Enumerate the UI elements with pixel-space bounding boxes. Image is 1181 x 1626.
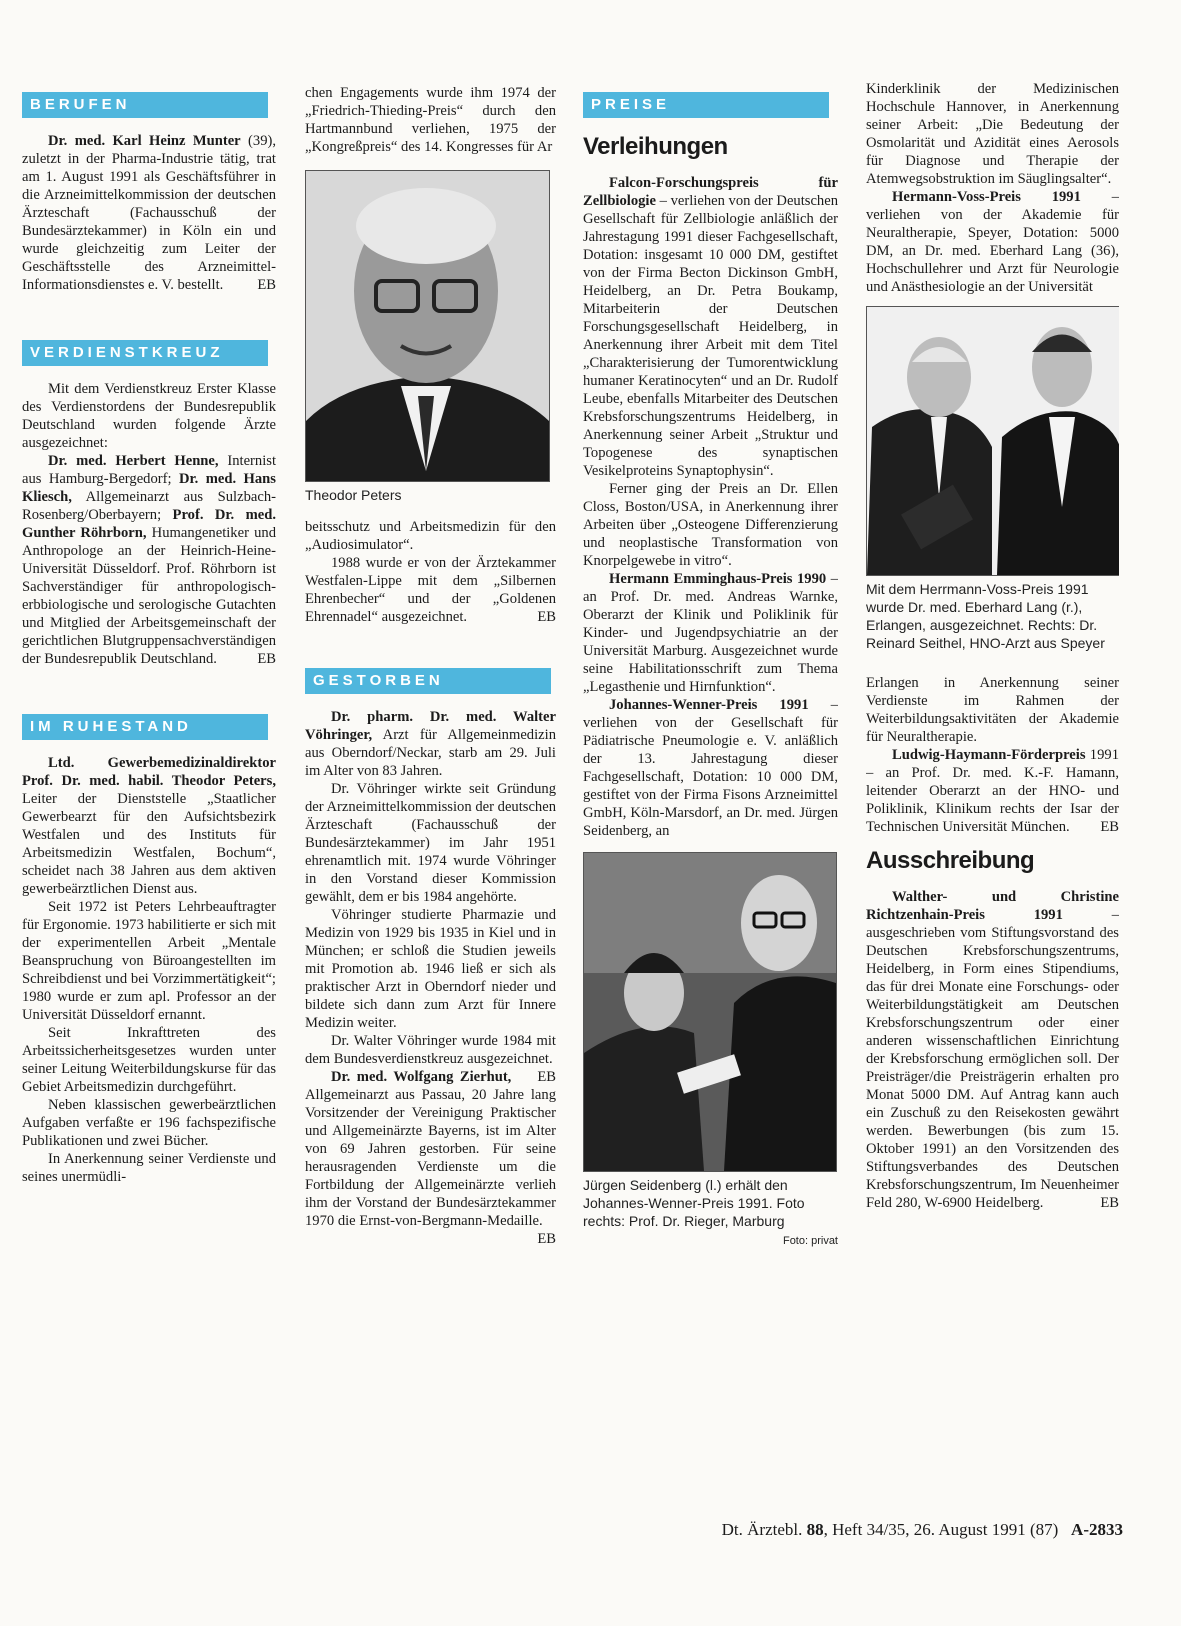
photo-theodor-peters	[305, 170, 550, 482]
voss-paragraph: Hermann-Voss-Preis 1991 – verliehen von der Akademie für Neuraltherapie, Speyer, Dotation: 5000 DM, an Dr. med. Eberhard Lang (36), Hochschullehrer und Arzt für Neurologie und Anästhesiologie an der Universität	[866, 189, 1119, 295]
signature: EB	[537, 609, 556, 625]
wenner-continuation: Kinderklinik der Medizinischen Hochschule Hannover, in Anerkennung seiner Arbeit: „Die Bedeutung der Osmolarität und Azidität eines Aerosols für Diagnose und Therapie der Atemwegsobstruktion im Säuglingsalter“.	[866, 81, 1119, 187]
falcon-paragraph-2: Ferner ging der Preis an Dr. Ellen Closs, Boston/USA, in Anerkennung ihrer Arbeiten über „Osteogene Differenzierung und neoplastische Transformation von Knorpelgewebe in vitro“.	[583, 481, 838, 569]
ruhestand-continuation-2: beitsschutz und Arbeitsmedizin für den „Audiosimulator“.	[305, 519, 556, 553]
haymann-paragraph: Ludwig-Haymann-Förderpreis 1991 – an Prof. Dr. med. K.-F. Hamann, leitender Oberarzt an der HNO- und Poliklinik, Klinikum rechts der Isar der Technischen Universität München. EB	[866, 747, 1119, 835]
berufen-paragraph: Dr. med. Karl Heinz Munter (39), zuletzt in der Pharma-Industrie tätig, trat am 1. August 1991 als Geschäftsführer in die Arzneimittelkommission der deutschen Ärzteschaft (Fachausschuß der Bundesärztekammer) in Köln ein und wurde gleichzeitig zum Leiter der Geschäftsstelle des Arzneimittel-Informationsdienstes e. V. bestellt. EB	[22, 133, 276, 293]
column-3	[583, 84, 838, 1530]
gestorben-paragraph-3: Vöhringer studierte Pharmazie und Medizin von 1929 bis 1935 in Kiel und in München; er schloß die Studien jeweils mit Promotion ab. 1946 ließ er sich als praktischer Arzt in Oberndorf nieder und bildete sich dann zum Arzt für Innere Medizin weiter.	[305, 907, 556, 1031]
ruhestand-continuation: chen Engagements wurde ihm 1974 der „Friedrich-Thieding-Preis“ durch den Hartmannbund verliehen, 1975 der „Kongreßpreis“ des 14. Kongresses für Ar	[305, 85, 556, 155]
signature: EB	[537, 1069, 556, 1085]
signature: EB	[537, 1231, 556, 1247]
ruhestand-paragraph-5: In Anerkennung seiner Verdienste und seines unermüdli-	[22, 1151, 276, 1185]
gestorben-paragraph-5: Dr. med. Wolfgang Zierhut, Allgemeinarzt aus Passau, 20 Jahre lang Vorsitzender der Vereinigung Praktischer und Allgemeinärzte Bayerns, ist im Alter von 69 Jahren gestorben. Für seine herausragenden Verdienste um die Fortbildung der Allgemeinärzte verlieh ihm der Vorstand der Bundesärztekammer 1970 die Ernst-von-Bergmann-Medaille. EB	[305, 1069, 556, 1247]
signature: EB	[1100, 819, 1119, 835]
photo-caption-3: Mit dem Herrmann-Voss-Preis 1991 wurde Dr. med. Eberhard Lang (r.), Erlangen, ausgezeichnet. Rechts: Dr. Reinard Seithel, HNO-Arzt aus Speyer	[866, 581, 1105, 651]
rubric-gestorben: GESTORBEN	[305, 668, 551, 694]
column-1	[22, 84, 276, 1530]
ruhestand-paragraph-6: 1988 wurde er von der Ärztekammer Westfalen-Lippe mit dem „Silbernen Ehrenbecher“ und der „Goldenen Ehrennadel“ ausgezeichnet. EB	[305, 555, 556, 625]
photo-lang-seithel	[866, 306, 1119, 576]
photo-seidenberg	[583, 852, 837, 1172]
falcon-paragraph: Falcon-Forschungspreis für Zellbiologie – verliehen von der Deutschen Gesellschaft für Zellbiologie anläßlich der Jahrestagung 1991 dieser Fachgesellschaft, Dotation: insgesamt 10 000 DM, gestiftet von der Firma Becton Dickinson GmbH, Heidelberg, an Dr. Petra Boukamp, Mitarbeiterin der Deutschen Forschungsgesellschaft Heidelberg, in Anerkennung ihrer Arbeit mit dem Titel „Charakterisierung der Tumorentwicklung humaner Keratinocyten“ und an Dr. Rudolf Leube, ebenfalls Mitarbeiter des Deutschen Krebsforschungszentrums Heidelberg, in Anerkennung seiner Arbeit „Struktur und Topogenese des synaptischen Vesikelproteins Synaptophysin“.	[583, 175, 838, 479]
ruhestand-paragraph-4: Neben klassischen gewerbeärztlichen Aufgaben verfaßte er 196 fachspezifische Publikationen und zwei Bücher.	[22, 1097, 276, 1149]
column-2	[305, 84, 556, 1530]
headline-verleihungen: Verleihungen	[583, 133, 728, 160]
signature: EB	[1100, 1195, 1119, 1211]
rubric-berufen: BERUFEN	[22, 92, 268, 118]
footer-volume: 88	[806, 1520, 824, 1539]
column-4	[866, 80, 1119, 1530]
verdienstkreuz-list: Dr. med. Herbert Henne, Internist aus Hamburg-Bergedorf; Dr. med. Hans Kliesch, Allgemeinarzt aus Sulzbach-Rosenberg/Oberbayern; Prof. Dr. med. Gunther Röhrborn, Humangenetiker und Anthropologe an der Heinrich-Heine-Universität Düsseldorf. Prof. Röhrborn ist Sachverständiger für anthropologisch-erbbiologische und serologische Gutachten und Mitglied der Arbeitsgemeinschaft der gerichtlichen Blutgruppensachverständigen der Bundesrepublik Deutschland. EB	[22, 453, 276, 667]
signature: EB	[257, 651, 276, 667]
footer-page-number: A-2833	[1071, 1520, 1123, 1539]
gestorben-paragraph-4: Dr. Walter Vöhringer wurde 1984 mit dem Bundesverdienstkreuz ausgezeichnet. EB	[305, 1033, 556, 1085]
rubric-preise: PREISE	[583, 92, 829, 118]
voss-paragraph-2: Erlangen in Anerkennung seiner Verdienste im Rahmen der Weiterbildungsaktivitäten der Akademie für Neuraltherapie.	[866, 675, 1119, 745]
berufen-name: Dr. med. Karl Heinz Munter	[48, 133, 241, 149]
wenner-paragraph: Johannes-Wenner-Preis 1991 – verliehen von der Gesellschaft für Pädiatrische Pneumologie e. V. anläßlich der 13. Jahrestagung dieser Fachgesellschaft, Dotation: 10 000 DM, gestiftet von der Firma Fisons Arzneimittel GmbH, Köln-Marsdorf, an Dr. med. Jürgen Seidenberg, an	[583, 697, 838, 839]
headline-ausschreibung: Ausschreibung	[866, 847, 1035, 874]
rubric-verdienstkreuz: VERDIENSTKREUZ	[22, 340, 268, 366]
footer-journal: Dt. Ärztebl.	[721, 1520, 807, 1539]
ruhestand-paragraph-2: Seit 1972 ist Peters Lehrbeauftragter für Ergonomie. 1973 habilitierte er sich mit der experimentellen Arbeit „Mentale Beanspruchung von Büroangestellten im Schreibdienst und bei Vorzimmertätigkeit“; 1980 wurde er zum apl. Professor an der Universität Düsseldorf ernannt.	[22, 899, 276, 1023]
gestorben-paragraph-1: Dr. pharm. Dr. med. Walter Vöhringer, Arzt für Allgemeinmedizin aus Oberndorf/Neckar, starb am 29. Juli im Alter von 83 Jahren.	[305, 709, 556, 779]
photo-caption: Theodor Peters	[305, 487, 402, 503]
rubric-ruhestand: IM RUHESTAND	[22, 714, 268, 740]
ruhestand-paragraph-3: Seit Inkrafttreten des Arbeitssicherheitsgesetzes wurden unter seiner Leitung Weiterbildungskurse für das Gebiet Arbeitsmedizin durchgeführt.	[22, 1025, 276, 1095]
signature: EB	[257, 277, 276, 293]
gestorben-paragraph-2: Dr. Vöhringer wirkte seit Gründung der Arzneimittelkommission der deutschen Ärzteschaft (Fachausschuß der Bundesärztekammer) im Jahr 1951 ehrenamtlich mit. 1974 wurde Vöhringer in den Vorstand dieser Kommission gewählt, dem er bis 1984 angehörte.	[305, 781, 556, 905]
ausschreibung-paragraph: Walther- und Christine Richtzenhain-Preis 1991 – ausgeschrieben vom Stiftungsvorstand des Deutschen Krebsforschungszentrums, Heidelberg, in Form eines Stipendiums, das für drei Monate eine Forschungs- oder Weiterbildungstätigkeit am Deutschen Krebsforschungszentrum oder einer anderen wissenschaftlichen Einrichtung der Krebsforschung ermöglichen soll. Der Preisträger/die Preisträgerin erhalten pro Monat 5000 DM. Auf Antrag kann auch ein Zuschuß zu den Reisekosten gewährt werden. Bewerbungen (bis zum 15. Oktober 1991) an den Vorsitzenden des Stiftungsverbandes des Deutschen Krebsforschungszentrum, Im Neuenheimer Feld 280, W-6900 Heidelberg. EB	[866, 889, 1119, 1211]
verdienstkreuz-intro: Mit dem Verdienstkreuz Erster Klasse des Verdienstordens der Bundesrepublik Deutschland wurden folgende Ärzte ausgezeichnet:	[22, 381, 276, 451]
photo-credit: Foto: privat	[782, 1235, 838, 1247]
photo-caption-2: Jürgen Seidenberg (l.) erhält den Johannes-Wenner-Preis 1991. Foto rechts: Prof. Dr. Rieger, Marburg Foto: privat	[583, 1176, 838, 1230]
emminghaus-paragraph: Hermann Emminghaus-Preis 1990 – an Prof. Dr. med. Andreas Warnke, Oberarzt der Klinik und Poliklinik für Kinder- und Jugendpsychiatrie an der Universität Marburg. Ausgezeichnet wurde seine Habilitationsschrift zum Thema „Legasthenie und Hirnfunktion“.	[583, 571, 838, 695]
footer-issue: , Heft 34/35, 26. August 1991 (87)	[823, 1520, 1059, 1539]
page-footer	[583, 1520, 1123, 1540]
ruhestand-paragraph-1: Ltd. Gewerbemedizinaldirektor Prof. Dr. med. habil. Theodor Peters, Leiter der Dienststelle „Staatlicher Gewerbearzt für den Aufsichtsbezirk Westfalen und des Instituts für Arbeitsmedizin Westfalen, Bochum“, scheidet nach 38 Jahren aus dem aktiven gewerbeärztlichen Dienst aus.	[22, 755, 276, 897]
